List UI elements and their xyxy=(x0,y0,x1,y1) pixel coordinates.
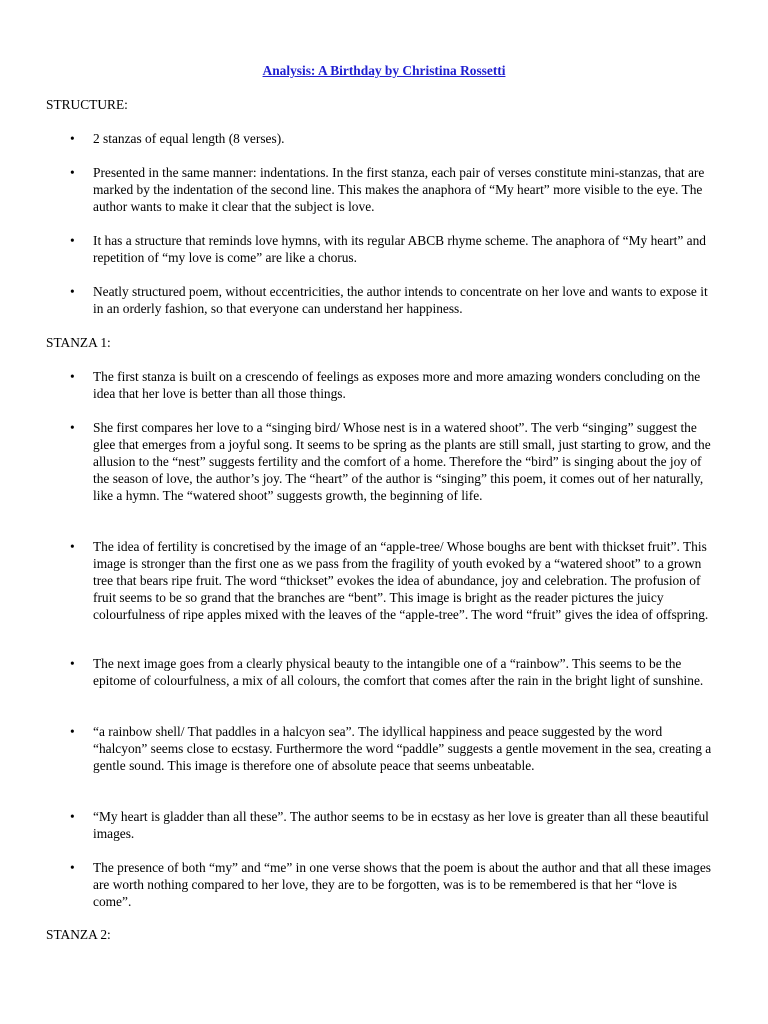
document-title: Analysis: A Birthday by Christina Rossetti xyxy=(262,63,506,78)
list-item: • Presented in the same manner: indentations. In the first stanza, each pair of verses constitute mini-stanzas, that are marked by the indentation of the second line. This makes the anaphora of “My heart” more visible to the eye. The author wants to make it clear that the subject is love. xyxy=(0,164,718,215)
list-item: • Neatly structured poem, without eccentricities, the author intends to concentrate on her love and wants to expose it in an orderly fashion, so that everyone can understand her happiness. xyxy=(0,283,718,317)
section-heading-structure: STRUCTURE: xyxy=(46,97,128,112)
list-item: • The presence of both “my” and “me” in one verse shows that the poem is about the author and that all these images are worth nothing compared to her love, they are to be forgotten, was is to be remembered is that her “love is come”. xyxy=(0,859,718,910)
list-item: • 2 stanzas of equal length (8 verses). xyxy=(0,130,718,147)
section-heading-stanza-2: STANZA 2: xyxy=(46,927,111,942)
list-item: • It has a structure that reminds love hymns, with its regular ABCB rhyme scheme. The anaphora of “My heart” and repetition of “my love is come” are like a chorus. xyxy=(0,232,718,266)
list-item: • “a rainbow shell/ That paddles in a halcyon sea”. The idyllical happiness and peace suggested by the word “halcyon” seems close to ecstasy. Furthermore the word “paddle” suggests a gentle movement in the sea, creating a gentle sound. This image is therefore one of absolute peace that seems unbeatable. xyxy=(0,723,718,774)
list-item: • She first compares her love to a “singing bird/ Whose nest is in a watered shoot”. The verb “singing” suggest the glee that emerges from a joyful song. It seems to be spring as the plants are still small, just starting to grow, and the allusion to the “nest” suggests fertility and the comfort of a home. Therefore the “bird” is singing about the joy of the season of love, the author’s joy. The “heart” of the author is “singing” this poem, it comes out of her naturally, like a hymn. The “watered shoot” suggests growth, the beginning of life. xyxy=(0,419,718,504)
list-item: • The next image goes from a clearly physical beauty to the intangible one of a “rainbow”. This seems to be the epitome of colourfulness, a mix of all colours, the comfort that comes after the rain in the bright light of sunshine. xyxy=(0,655,718,689)
list-item: • “My heart is gladder than all these”. The author seems to be in ecstasy as her love is greater than all these beautiful images. xyxy=(0,808,718,842)
list-item: • The first stanza is built on a crescendo of feelings as exposes more and more amazing wonders concluding on the idea that her love is better than all those things. xyxy=(0,368,718,402)
section-heading-stanza-1: STANZA 1: xyxy=(46,335,111,350)
list-item: • The idea of fertility is concretised by the image of an “apple-tree/ Whose boughs are bent with thickset fruit”. This image is stronger than the first one as we pass from the fragility of youth evoked by a “watered shoot” to a grown tree that bears ripe fruit. The word “thickset” evokes the idea of abundance, joy and celebration. The profusion of fruit seems to be so grand that the branches are “bent”. This image is bright as the reader pictures the juicy colourfulness of ripe apples mixed with the leaves of the “apple-tree”. The word “fruit” gives the idea of offspring. xyxy=(0,538,718,623)
